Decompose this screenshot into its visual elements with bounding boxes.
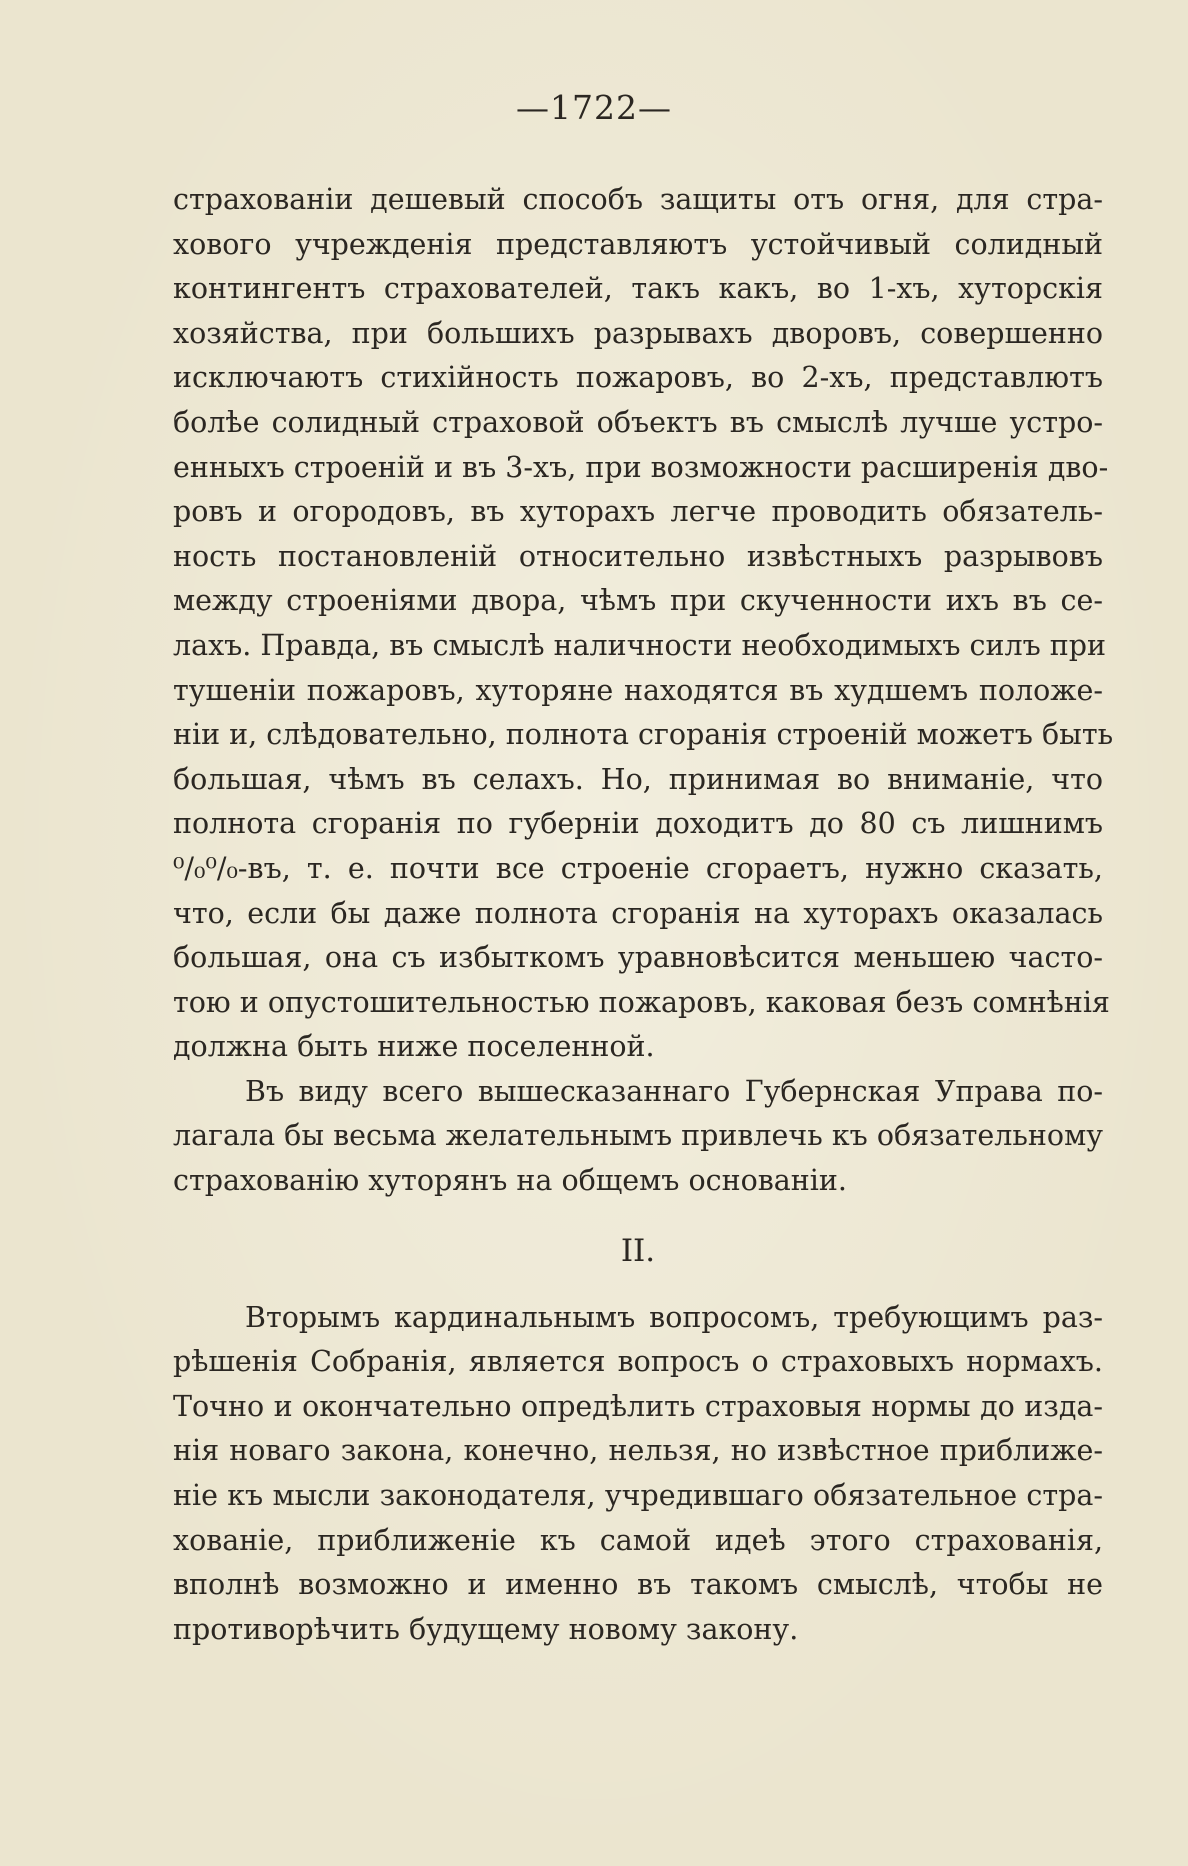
text-line: ность постановленій относительно извѣстныхъ разрывовъ	[173, 539, 1103, 573]
text-line: ніи и, слѣдовательно, полнота сгоранія строеній можетъ быть	[173, 718, 1114, 752]
text-line: вполнѣ возможно и именно въ такомъ смыслѣ, чтобы не	[173, 1568, 1103, 1602]
text-line: рѣшенія Собранія, является вопросъ о страховыхъ нормахъ.	[173, 1345, 1103, 1379]
text-line: исключаютъ стихійность пожаровъ, во 2-хъ, представлютъ	[173, 361, 1103, 395]
text-line: Точно и окончательно опредѣлить страховыя нормы до изда-	[173, 1389, 1103, 1423]
text-line: полнота сгоранія по губерніи доходитъ до 80 съ лишнимъ	[173, 807, 1103, 841]
text-line: нія новаго закона, конечно, нельзя, но извѣстное приближе-	[173, 1434, 1103, 1468]
text-line: контингентъ страхователей, такъ какъ, во 1-хъ, хуторскія	[173, 272, 1103, 306]
text-line: ровъ и огородовъ, въ хуторахъ легче проводить обязатель-	[173, 495, 1103, 529]
text-line: хового учрежденія представляютъ устойчивый солидный	[173, 227, 1103, 261]
text-line: хозяйства, при большихъ разрывахъ дворовъ, совершенно	[173, 316, 1103, 350]
text-line: ⁰/₀⁰/₀-въ, т. е. почти все строеніе сгораетъ, нужно сказать,	[173, 851, 1103, 885]
text-line: должна быть ниже поселенной.	[173, 1030, 655, 1064]
section-heading: II.	[620, 1232, 656, 1269]
text-line: тою и опустошительностью пожаровъ, каковая безъ сомнѣнія	[173, 985, 1110, 1019]
text-line: Вторымъ кардинальнымъ вопросомъ, требующимъ раз-	[245, 1300, 1103, 1334]
text-line: противорѣчить будущему новому закону.	[173, 1612, 799, 1646]
page-number: —1722—	[516, 88, 672, 127]
text-line: болѣе солидный страховой объектъ въ смыслѣ лучше устро-	[173, 405, 1103, 439]
text-line: между строеніями двора, чѣмъ при скученности ихъ въ се-	[173, 584, 1103, 618]
text-line: ніе къ мысли законодателя, учредившаго обязательное стра-	[173, 1479, 1103, 1513]
text-line: большая, она съ избыткомъ уравновѣсится меньшею часто-	[173, 941, 1103, 975]
text-line: лахъ. Правда, въ смыслѣ наличности необходимыхъ силъ при	[173, 628, 1106, 662]
text-line: енныхъ строеній и въ 3-хъ, при возможности расширенія дво-	[173, 450, 1109, 484]
text-line: что, если бы даже полнота сгоранія на хуторахъ оказалась	[173, 896, 1103, 930]
text-line: лагала бы весьма желательнымъ привлечь къ обязательному	[173, 1119, 1104, 1153]
text-line: Въ виду всего вышесказаннаго Губернская Управа по-	[245, 1074, 1103, 1108]
text-line: тушеніи пожаровъ, хуторяне находятся въ худшемъ положе-	[173, 673, 1103, 707]
text-line: страхованіи дешевый способъ защиты отъ огня, для стра-	[173, 183, 1103, 216]
body-text	[173, 178, 1114, 1652]
text-line: большая, чѣмъ въ селахъ. Но, принимая во вниманіе, что	[173, 762, 1103, 796]
text-line: хованіе, приближеніе къ самой идеѣ этого страхованія,	[173, 1523, 1103, 1557]
text-line: страхованію хуторянъ на общемъ основаніи.	[173, 1164, 847, 1198]
